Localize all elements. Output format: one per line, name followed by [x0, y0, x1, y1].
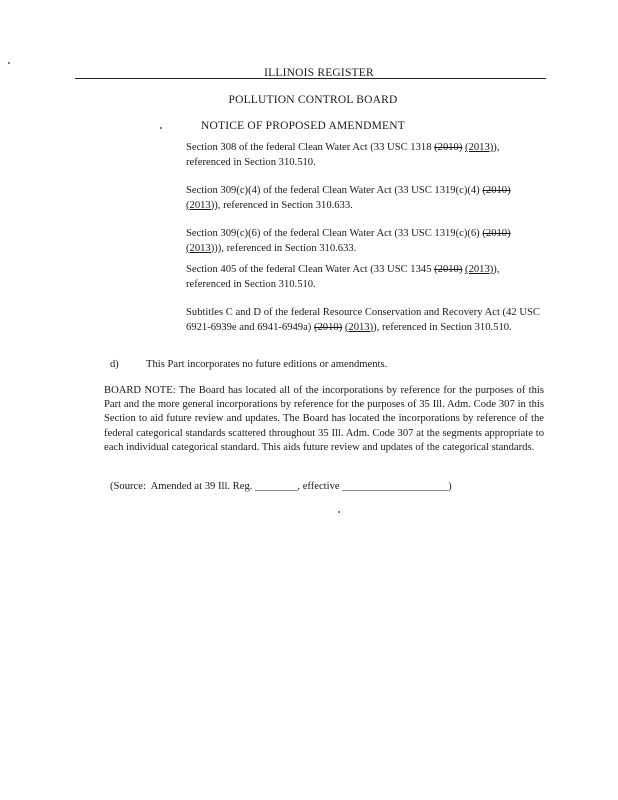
- struck-text: (2010): [482, 185, 511, 196]
- paragraph-text: Section 308 of the federal Clean Water Act (33 USC 1318: [186, 142, 435, 153]
- inserted-text: (2013): [465, 264, 494, 275]
- paragraph-text: Section 309(c)(6) of the federal Clean Water Act (33 USC 1319(c)(6): [186, 228, 483, 239]
- incorporation-paragraph: [186, 263, 546, 292]
- source-note: (Source: Amended at 39 Ill. Reg. ________, effective ____________________): [110, 481, 452, 492]
- subsection-label: d): [110, 359, 119, 370]
- struck-text: (2010): [313, 321, 343, 333]
- register-title: ILLINOIS REGISTER: [264, 67, 374, 79]
- scan-speck: [160, 127, 162, 129]
- struck-text: (2010): [482, 228, 511, 239]
- incorporation-paragraph: [186, 306, 546, 335]
- subsection-text: This Part incorporates no future editions or amendments.: [146, 359, 388, 370]
- incorporation-paragraph: [186, 184, 546, 213]
- paragraph-text: Section 405 of the federal Clean Water Act (33 USC 1345: [186, 264, 435, 275]
- paragraph-text: ), referenced in Section 310.510.: [186, 142, 500, 168]
- struck-text: (2010): [434, 142, 463, 153]
- notice-title: NOTICE OF PROPOSED AMENDMENT: [201, 120, 405, 132]
- inserted-text: (2013): [465, 142, 494, 153]
- paragraph-text: )), referenced in Section 310.633.: [214, 242, 357, 254]
- paragraph-text: ), referenced in Section 310.510.: [186, 264, 500, 290]
- scan-speck: [338, 511, 340, 513]
- paragraph-text: ), referenced in Section 310.633.: [214, 199, 353, 211]
- agency-title: POLLUTION CONTROL BOARD: [228, 94, 398, 106]
- inserted-text: (2013): [186, 242, 215, 254]
- incorporation-paragraph: [186, 227, 546, 256]
- inserted-text: (2013): [344, 321, 374, 333]
- paragraph-text: Section 309(c)(4) of the federal Clean Water Act (33 USC 1319(c)(4): [186, 185, 483, 196]
- incorporation-paragraph: [186, 141, 546, 170]
- paragraph-text: Subtitles C and D of the federal Resource Conservation and Recovery Act (42 USC 6921-6939e and 6941-6949a): [186, 307, 540, 333]
- scan-speck: [8, 62, 10, 64]
- struck-text: (2010): [434, 264, 463, 275]
- paragraph-text: ), referenced in Section 310.510.: [373, 321, 512, 333]
- subsection-d: [110, 359, 387, 370]
- inserted-text: (2013): [186, 199, 215, 211]
- board-note: BOARD NOTE: The Board has located all of the incorporations by reference for the purposes of this Part and the more general incorporations by reference for the purposes of 35 Ill. Adm. Code 307 in this Section to aid future review and updates. The Board has located the incorporations by reference of the federal categorical standards scattered throughout 35 Ill. Adm. Code 307 at the segments appropriate to each individual categorical standard. This aids future review and updates of the categorical standards.: [104, 385, 544, 453]
